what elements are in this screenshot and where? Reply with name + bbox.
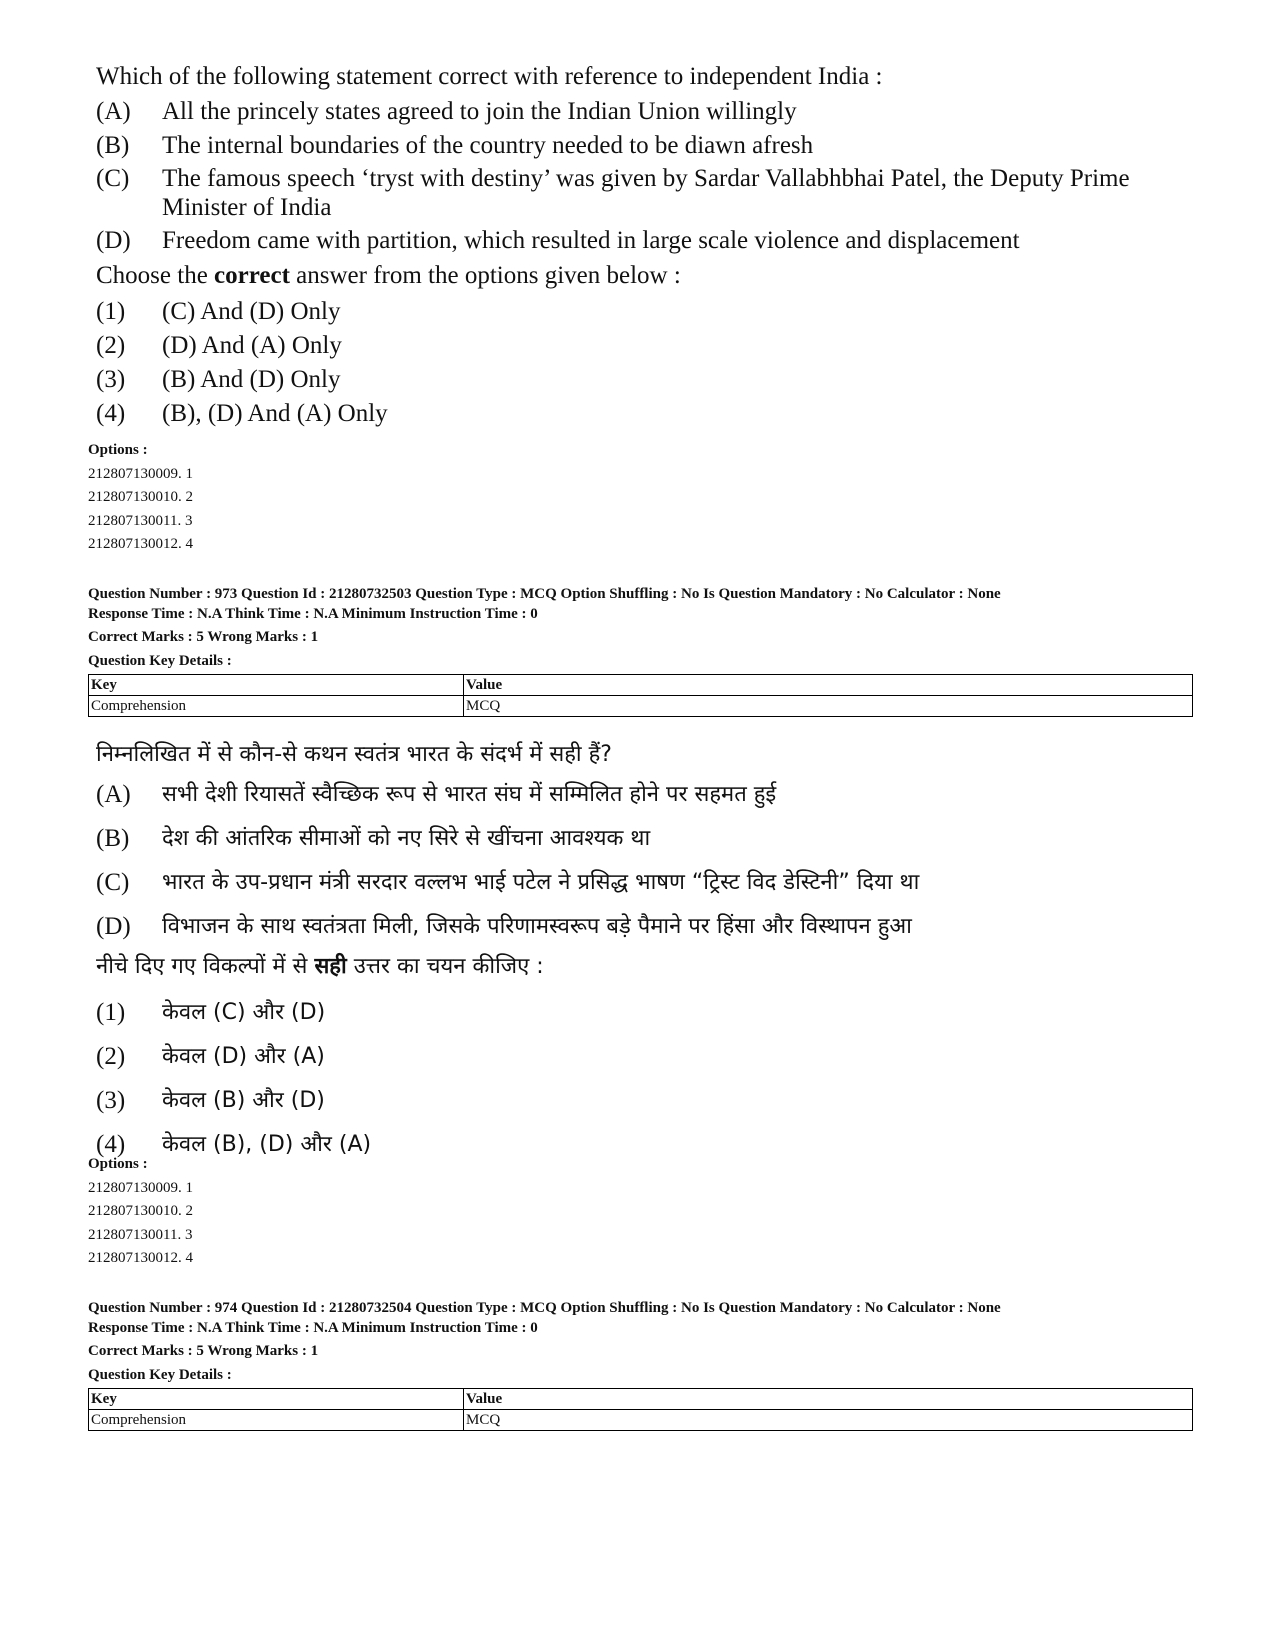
statement-c (96, 868, 1206, 898)
statement-label: (D) (96, 227, 131, 254)
question-key-table (88, 674, 1193, 717)
metadata-line: Question Key Details : (88, 653, 232, 669)
choice-text: (C) And (D) Only (162, 298, 341, 325)
choice-label: (2) (96, 332, 126, 359)
question-metadata (88, 584, 1198, 671)
choice-3 (96, 364, 1206, 395)
choose-instruction (96, 259, 1206, 292)
table-header-row (89, 1389, 1193, 1410)
statement-text: देश की आंतरिक सीमाओं को नए सिरे से खींचना आवश्यक था (162, 826, 651, 851)
choice-label: (4) (96, 1131, 126, 1158)
choose-bold: सही (314, 954, 347, 979)
choice-text: केवल (C) और (D) (162, 1000, 326, 1025)
statement-label: (A) (96, 781, 131, 808)
table-header-cell: Value (464, 1389, 1193, 1410)
statement-text: सभी देशी रियासतें स्वैच्छिक रूप से भारत संघ में सम्मिलित होने पर सहमत हुई (162, 782, 777, 807)
choice-label: (3) (96, 366, 126, 393)
question-stem: Which of the following statement correct with reference to independent India : (96, 63, 883, 90)
option-item: 212807130009. 1 (88, 465, 193, 482)
metadata-line: Response Time : N.A Think Time : N.A Minimum Instruction Time : 0 (88, 1320, 538, 1336)
metadata-line: Correct Marks : 5 Wrong Marks : 1 (88, 629, 319, 645)
option-item: 212807130010. 2 (88, 489, 193, 505)
statement-label: (C) (96, 869, 130, 896)
choice-1 (96, 998, 1206, 1028)
statement-label: (D) (96, 913, 131, 940)
statement-label: (B) (96, 132, 130, 159)
choose-instruction (96, 950, 1206, 984)
table-header-cell: Key (89, 675, 464, 696)
statement-label: (A) (96, 98, 131, 125)
statement-label: (C) (96, 165, 130, 192)
choice-text: (D) And (A) Only (162, 332, 342, 359)
choice-label: (3) (96, 1087, 126, 1114)
metadata-line: Question Key Details : (88, 1367, 232, 1383)
statement-b (96, 130, 1206, 161)
hindi-question (96, 742, 1206, 1160)
choice-text: केवल (B), (D) और (A) (162, 1132, 372, 1157)
choice-4 (96, 1130, 1206, 1160)
table-cell: Comprehension (89, 1410, 464, 1431)
table-cell: Comprehension (89, 696, 464, 717)
metadata-line: Correct Marks : 5 Wrong Marks : 1 (88, 1343, 319, 1359)
table-header-row (89, 675, 1193, 696)
metadata-line: Response Time : N.A Think Time : N.A Minimum Instruction Time : 0 (88, 606, 538, 622)
statement-c (96, 164, 1206, 222)
question-metadata (88, 1298, 1198, 1385)
metadata-line: Question Number : 973 Question Id : 21280732503 Question Type : MCQ Option Shuffling : No Is Question Mandatory : No Calculator : None (88, 586, 1001, 602)
choice-text: (B) And (D) Only (162, 366, 341, 393)
choice-2 (96, 330, 1206, 361)
choose-pre: Choose the (96, 262, 208, 289)
english-question (96, 60, 1206, 429)
statement-text: All the princely states agreed to join the Indian Union willingly (162, 98, 797, 125)
choose-bold: correct (214, 262, 290, 289)
metadata-line: Question Number : 974 Question Id : 21280732504 Question Type : MCQ Option Shuffling : No Is Question Mandatory : No Calculator : None (88, 1300, 1001, 1316)
statement-b (96, 824, 1206, 854)
table-cell: MCQ (464, 696, 1193, 717)
table-header-cell: Key (89, 1389, 464, 1410)
statement-text: भारत के उप-प्रधान मंत्री सरदार वल्लभ भाई पटेल ने प्रसिद्ध भाषण “ट्रिस्ट विद डेस्टिनी” दिया था (162, 870, 920, 895)
choose-post: answer from the options given below : (296, 262, 681, 289)
choice-text: (B), (D) And (A) Only (162, 400, 388, 427)
statement-d (96, 912, 1206, 942)
choice-label: (4) (96, 400, 126, 427)
choice-text: केवल (D) और (A) (162, 1044, 325, 1069)
options-list (88, 1153, 193, 1271)
choice-2 (96, 1042, 1206, 1072)
question-stem: निम्नलिखित में से कौन-से कथन स्वतंत्र भारत के संदर्भ में सही हैं? (96, 742, 612, 767)
choose-pre: नीचे दिए गए विकल्पों में से (96, 954, 308, 979)
choice-label: (1) (96, 298, 126, 325)
option-item: 212807130011. 3 (88, 1226, 193, 1243)
table-row (89, 1410, 1193, 1431)
choice-1 (96, 296, 1206, 327)
choice-text: केवल (B) और (D) (162, 1088, 325, 1113)
table-header-cell: Value (464, 675, 1193, 696)
choose-post: उत्तर का चयन कीजिए : (353, 954, 544, 979)
statement-a (96, 780, 1206, 810)
statement-text: विभाजन के साथ स्वतंत्रता मिली, जिसके परिणामस्वरूप बड़े पैमाने पर हिंसा और विस्थापन हुआ (162, 914, 912, 939)
option-item: 212807130011. 3 (88, 512, 193, 529)
statement-label: (B) (96, 825, 130, 852)
option-item: 212807130009. 1 (88, 1179, 193, 1196)
option-item: 212807130012. 4 (88, 536, 193, 552)
statement-text: The famous speech ‘tryst with destiny’ was given by Sardar Vallabhbhai Patel, the Deputy Prime Minister of India (162, 165, 1130, 221)
statement-text: The internal boundaries of the country needed to be diawn afresh (162, 132, 814, 159)
statement-text: Freedom came with partition, which resulted in large scale violence and displacement (162, 227, 1020, 254)
option-item: 212807130012. 4 (88, 1250, 193, 1266)
table-cell: MCQ (464, 1410, 1193, 1431)
choice-3 (96, 1086, 1206, 1116)
table-row (89, 696, 1193, 717)
choice-label: (1) (96, 999, 126, 1026)
statement-a (96, 96, 1206, 127)
options-heading: Options : (88, 1156, 148, 1172)
statement-d (96, 225, 1206, 256)
choice-4 (96, 398, 1206, 429)
option-item: 212807130010. 2 (88, 1203, 193, 1219)
options-heading: Options : (88, 442, 148, 458)
options-list (88, 439, 193, 557)
question-key-table (88, 1388, 1193, 1431)
choice-label: (2) (96, 1043, 126, 1070)
